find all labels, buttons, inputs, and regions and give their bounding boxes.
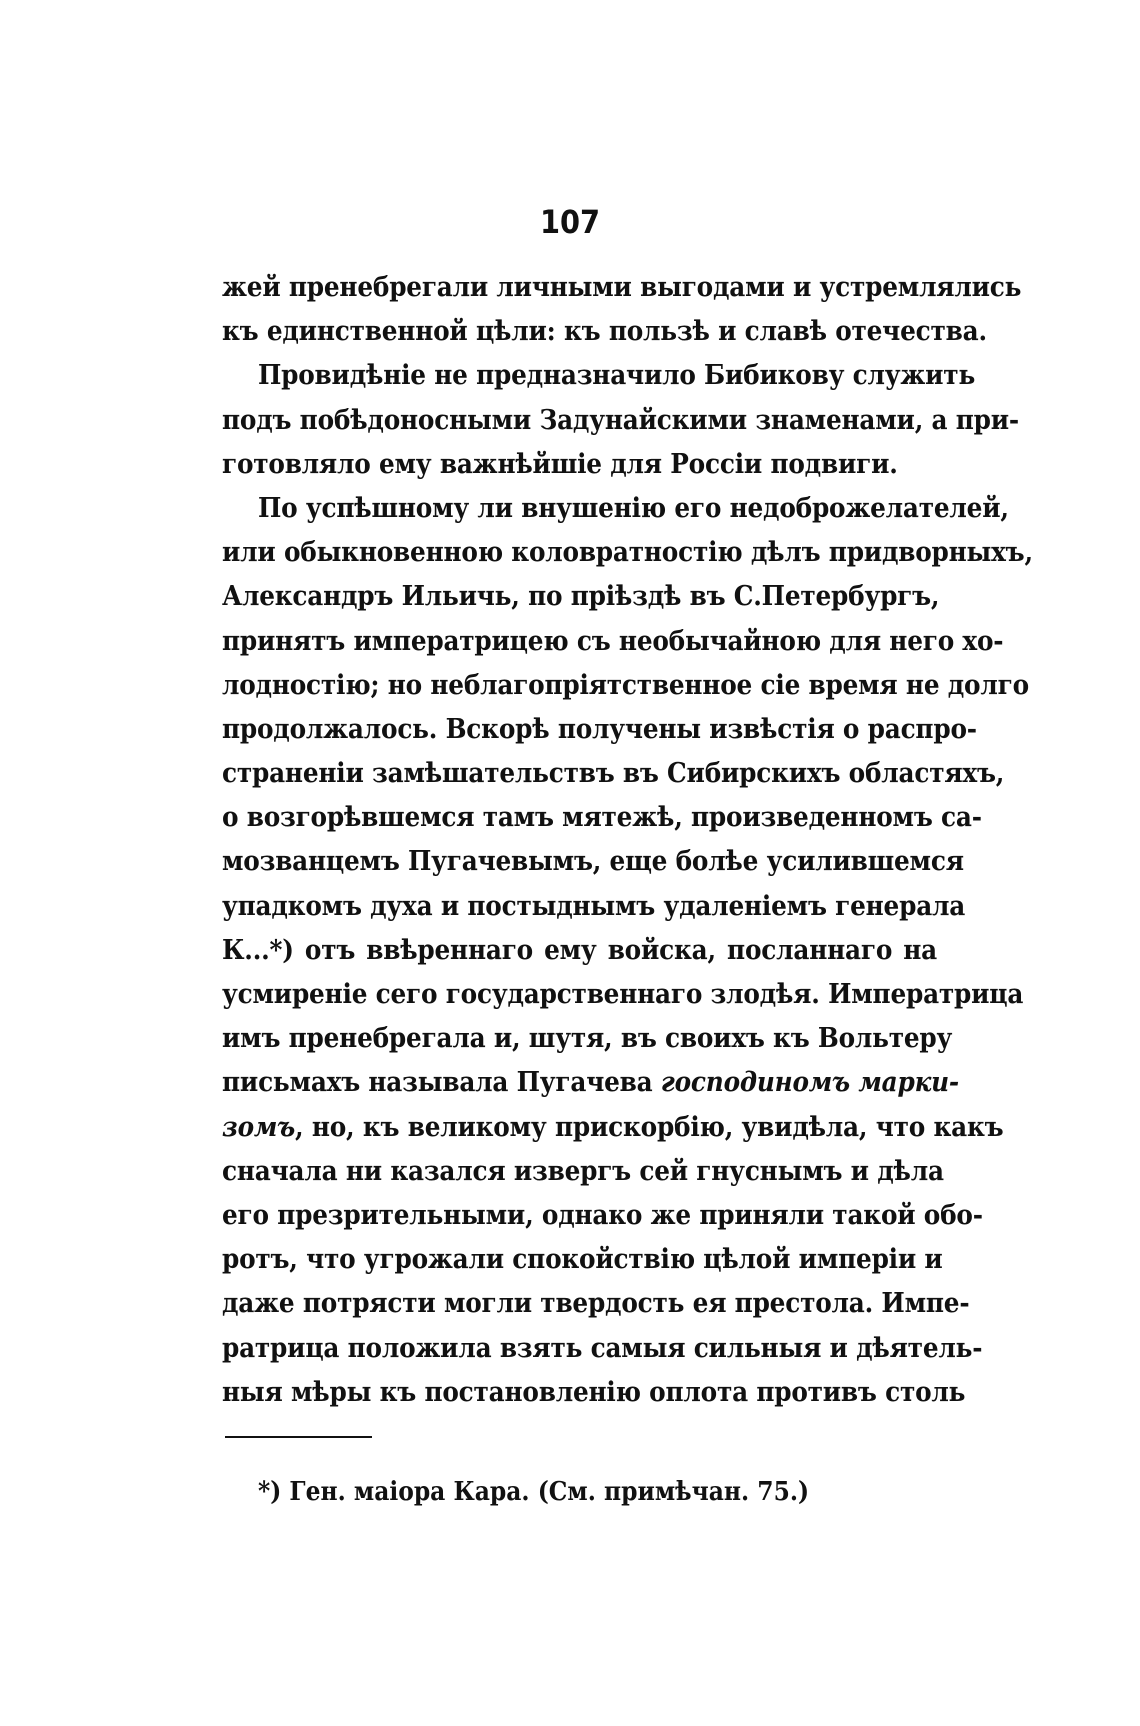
text-line: мозванцемъ Пугачевымъ, еще болѣе усилившемся [222, 845, 964, 878]
text-line: о возгорѣвшемся тамъ мятежѣ, произведенномъ са- [222, 801, 982, 834]
text-line: Провидѣніе не предназначило Бибикову служить [258, 359, 976, 392]
text-line: готовляло ему важнѣйшіе для Россіи подвиги. [222, 447, 898, 480]
text-fragment: письмахъ называла Пугачева [222, 1066, 661, 1099]
text-line: Александръ Ильичь, по пріѣздѣ въ С.Петербургъ, [222, 580, 940, 613]
text-line: принятъ императрицею съ необычайною для него хо- [222, 624, 1004, 657]
text-line: упадкомъ духа и постыднымъ удаленіемъ генерала [222, 889, 966, 922]
text-line-with-emphasis [222, 1060, 960, 1104]
text-line: По успѣшному ли внушенію его недоброжелателей, [258, 491, 1009, 524]
page-number: 107 [539, 203, 601, 241]
text-line: лодностію; но неблагопріятственное сіе время не долго [222, 668, 1029, 701]
italic-fragment: господиномъ марки- [660, 1066, 960, 1099]
text-line: усмиреніе сего государственнаго злодѣя. Императрица [222, 978, 1024, 1010]
text-line: страненіи замѣшательствъ въ Сибирскихъ областяхъ, [222, 757, 1005, 790]
italic-fragment: зомъ [222, 1110, 296, 1143]
text-line: подъ побѣдоносными Задунайскими знаменами, а при- [222, 403, 1019, 436]
text-line: сначала ни казался извергъ сей гнуснымъ и дѣла [222, 1154, 944, 1187]
text-line: ротъ, что угрожали спокойствію цѣлой имперіи и [222, 1243, 943, 1276]
text-line: его презрительными, однако же приняли такой обо- [222, 1198, 983, 1231]
text-line: даже потрясти могли твердость ея престола. Импе- [222, 1287, 970, 1320]
text-line: къ единственной цѣли: къ пользѣ и славѣ отечества. [222, 315, 987, 348]
text-line: ныя мѣры къ постановленію оплота противъ столь [222, 1375, 966, 1408]
text-line: продолжалось. Вскорѣ получены извѣстія о распро- [222, 712, 977, 745]
footnote-divider [225, 1436, 372, 1438]
main-text [222, 265, 1033, 1414]
text-line: ратрица положила взять самыя сильныя и дѣятель- [222, 1331, 983, 1364]
text-line: К...*) отъ ввѣреннаго ему войска, посланнаго на [222, 933, 937, 966]
text-fragment: , но, къ великому прискорбію, увидѣла, что какъ [295, 1110, 1004, 1143]
text-line: имъ пренебрегала и, шутя, въ своихъ къ Вольтеру [222, 1022, 953, 1055]
footnote: *) Ген. маіора Кара. (См. примѣчан. 75.) [258, 1477, 810, 1507]
text-line-with-emphasis [222, 1105, 1004, 1149]
text-line: жей пренебрегали личными выгодами и устремлялись [222, 271, 1022, 303]
text-line: или обыкновенною коловратностію дѣлъ придворныхъ, [222, 536, 1033, 569]
